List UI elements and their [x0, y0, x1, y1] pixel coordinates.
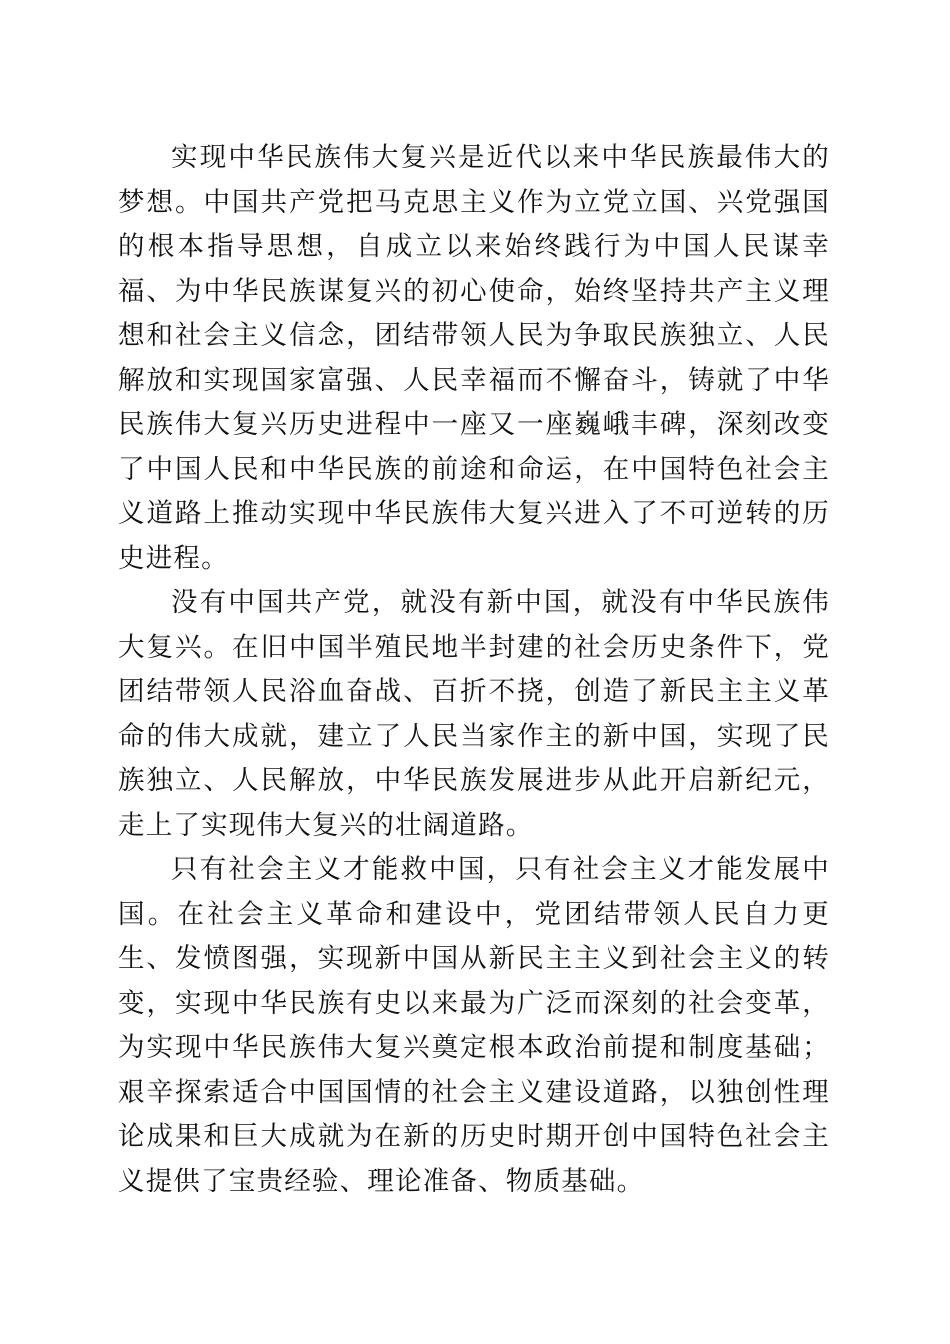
- paragraph-2: 没有中国共产党，就没有新中国，就没有中华民族伟大复兴。在旧中国半殖民地半封建的社会历史条件下，党团结带领人民浴血奋战、百折不挠，创造了新民主主义革命的伟大成就，建立了人民当家作主的新中国，实现了民族独立、人民解放，中华民族发展进步从此开启新纪元，走上了实现伟大复兴的壮阔道路。: [118, 587, 830, 841]
- paragraph-3: 只有社会主义才能救中国，只有社会主义才能发展中国。在社会主义革命和建设中，党团结带领人民自力更生、发愤图强，实现新中国从新民主主义到社会主义的转变，实现中华民族有史以来最为广泛而深刻的社会变革，为实现中华民族伟大复兴奠定根本政治前提和制度基础；艰辛探索适合中国国情的社会主义建设道路，以独创性理论成果和巨大成就为在新的历史时期开创中国特色社会主义提供了宝贵经验、理论准备、物质基础。: [118, 854, 830, 1197]
- paragraph-1: 实现中华民族伟大复兴是近代以来中华民族最伟大的梦想。中国共产党把马克思主义作为立党立国、兴党强国的根本指导思想，自成立以来始终践行为中国人民谋幸福、为中华民族谋复兴的初心使命，始终坚持共产主义理想和社会主义信念，团结带领人民为争取民族独立、人民解放和实现国家富强、人民幸福而不懈奋斗，铸就了中华民族伟大复兴历史进程中一座又一座巍峨丰碑，深刻改变了中国人民和中华民族的前途和命运，在中国特色社会主义道路上推动实现中华民族伟大复兴进入了不可逆转的历史进程。: [118, 142, 830, 574]
- document-body: [118, 136, 830, 1204]
